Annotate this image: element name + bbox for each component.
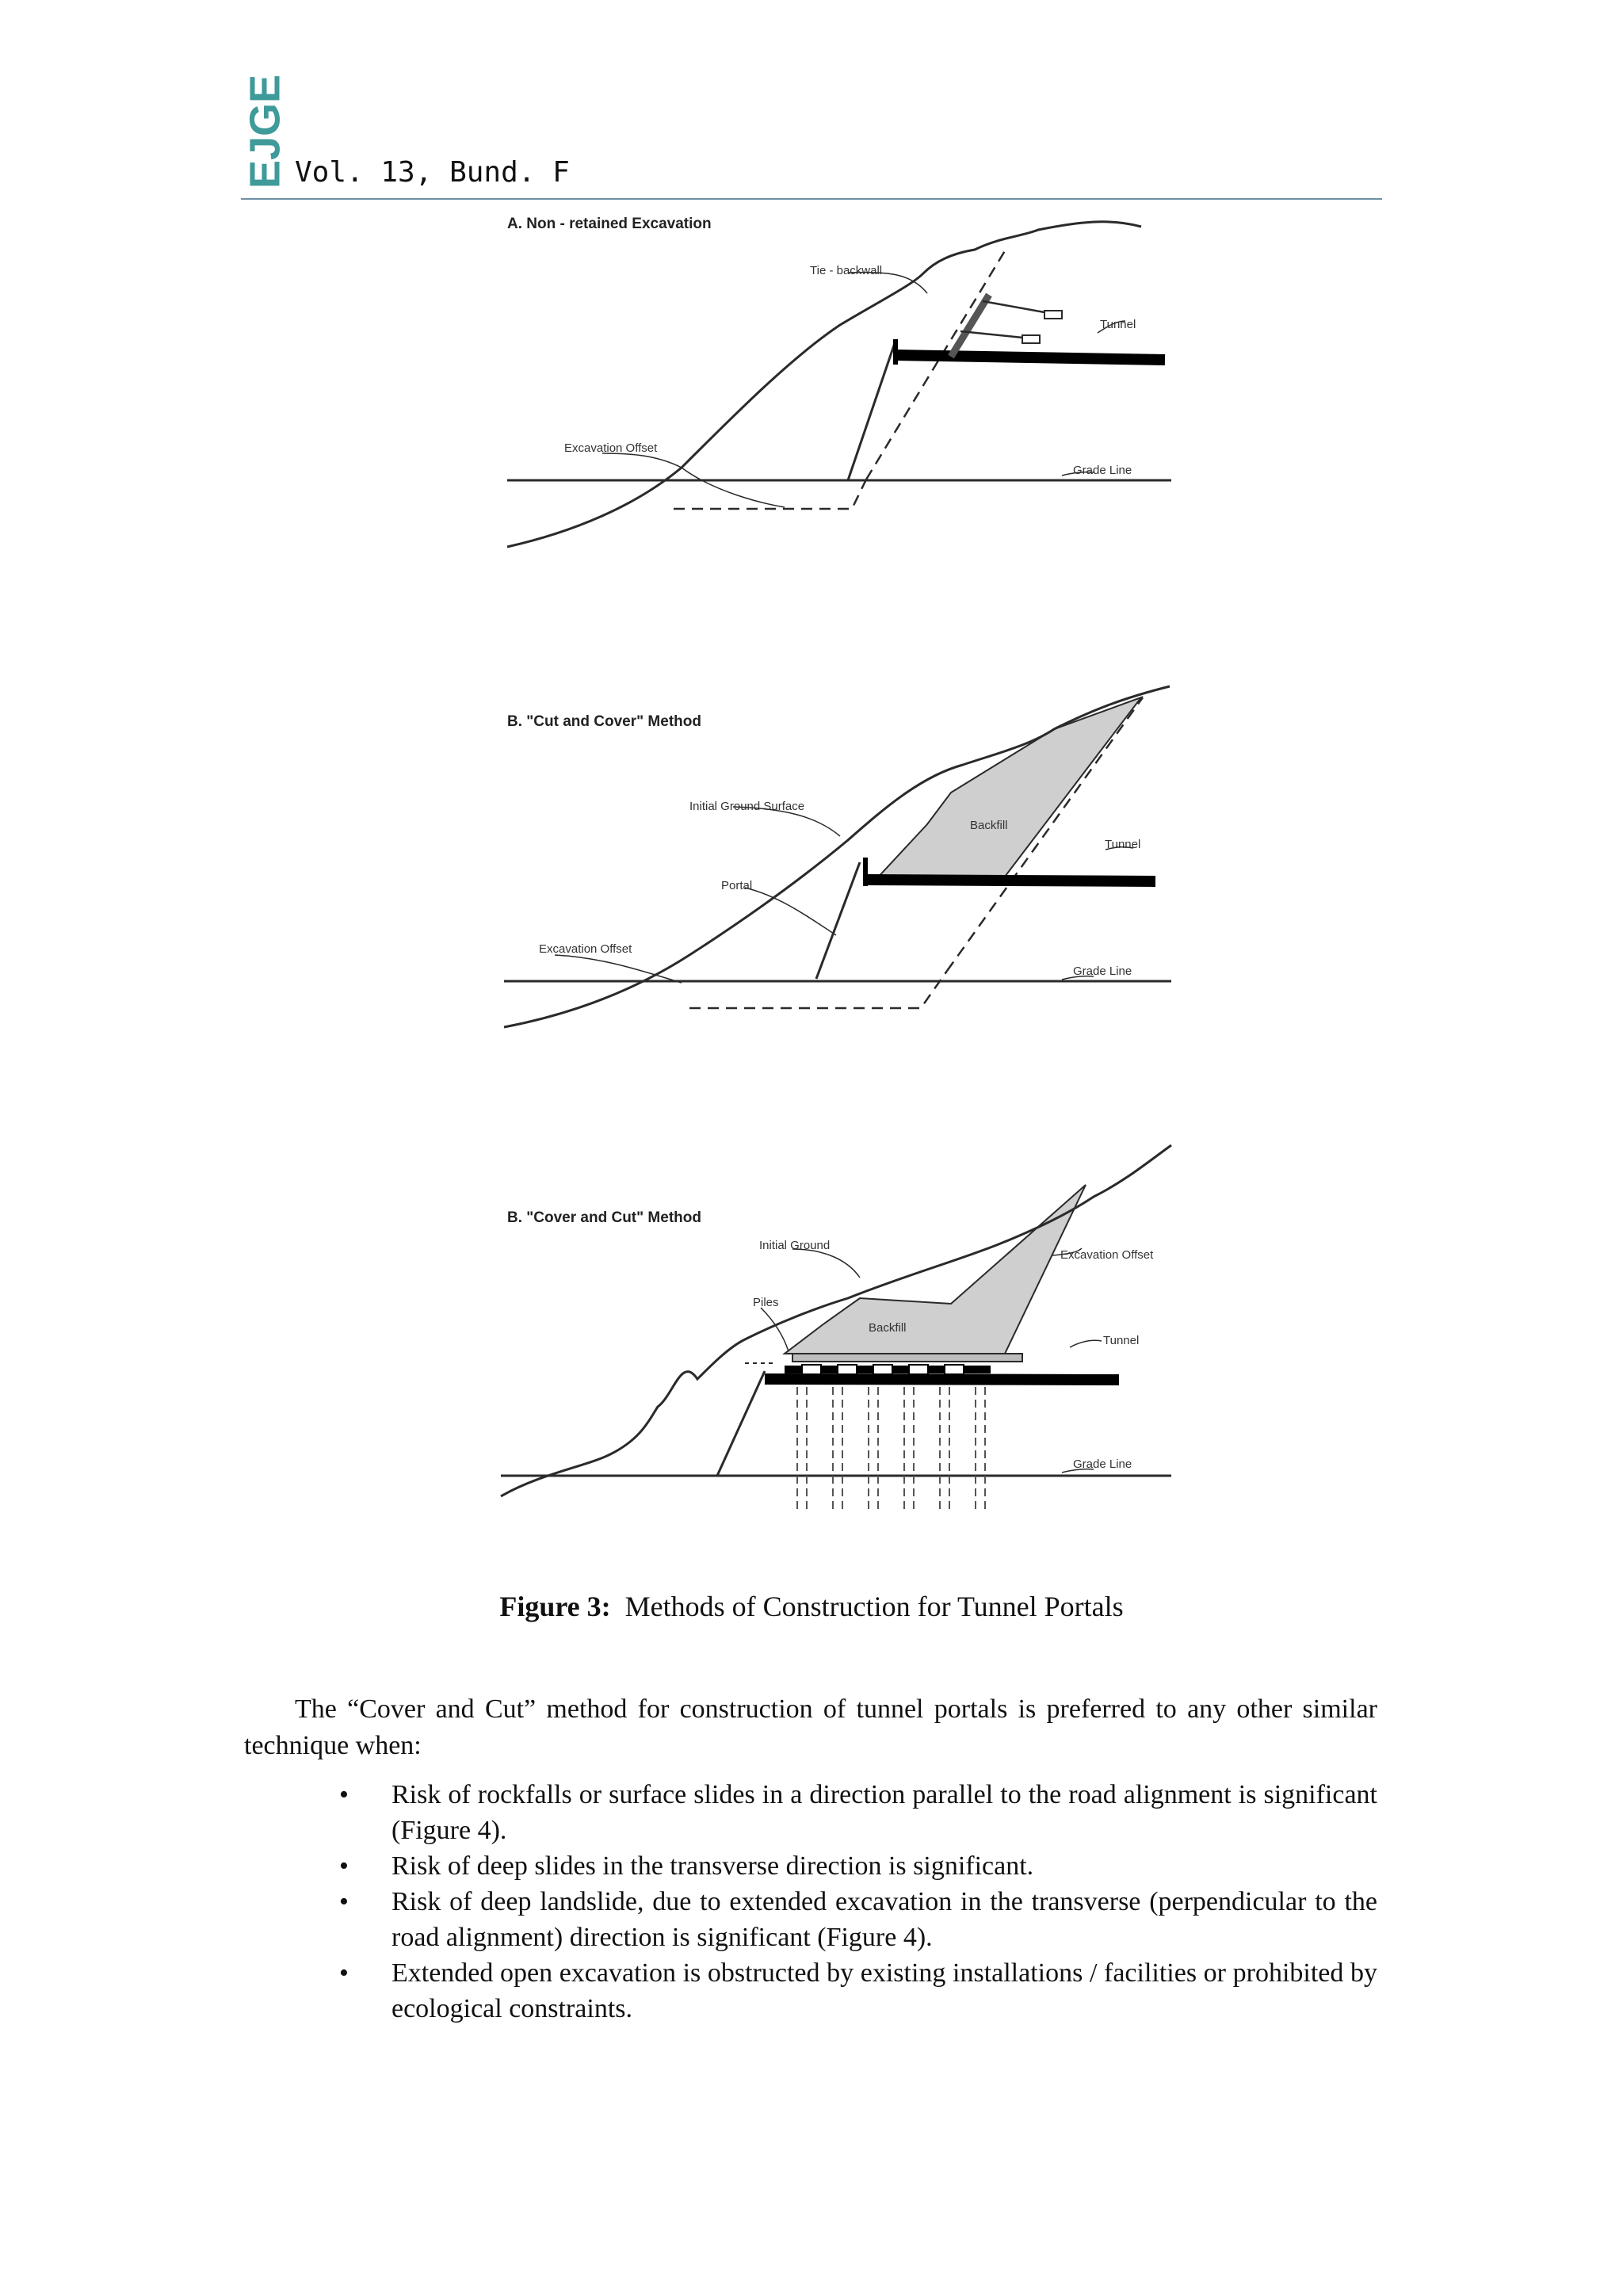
panel-b-label-grade-line: Grade Line: [1073, 965, 1132, 978]
panel-a-title: A. Non - retained Excavation: [507, 216, 712, 232]
panel-a-portal-wall: [848, 341, 896, 480]
criteria-list: [0, 1777, 1377, 2027]
panel-c-label-tunnel: Tunnel: [1103, 1334, 1140, 1347]
panel-b-label-portal: Portal: [721, 879, 753, 892]
list-item-text: Risk of deep slides in the transverse direction is significant.: [391, 1851, 1034, 1881]
panel-b-backfill: [876, 697, 1141, 880]
panel-c-piles: [797, 1387, 985, 1514]
panel-c-label-excavation-offset: Excavation Offset: [1060, 1248, 1154, 1262]
list-item: [339, 1884, 1377, 1955]
list-item: [339, 1848, 1377, 1884]
panel-c-backfill: [785, 1185, 1086, 1354]
bullet-icon: •: [339, 1958, 349, 1988]
body-paragraph: The “Cover and Cut” method for construction of tunnel portals is preferred to any other similar technique when:: [244, 1694, 1377, 1760]
panel-b-label-excavation-offset: Excavation Offset: [539, 942, 632, 956]
panel-c-title: B. "Cover and Cut" Method: [507, 1209, 701, 1226]
panel-a-label-excavation-offset: Excavation Offset: [564, 441, 658, 455]
panel-a-non-retained: [507, 216, 1171, 547]
panel-a-label-tunnel: Tunnel: [1100, 318, 1136, 331]
panel-c-label-initial-ground: Initial Ground: [759, 1239, 831, 1252]
panel-b-tunnel: [864, 880, 1155, 881]
panel-b-portal-wall: [816, 862, 860, 979]
figure-caption-text: Methods of Construction for Tunnel Portals: [624, 1591, 1124, 1622]
list-item: [339, 1777, 1377, 1848]
panel-c-label-backfill: Backfill: [869, 1321, 907, 1335]
bullet-icon: •: [339, 1780, 349, 1809]
bullet-icon: •: [339, 1851, 349, 1881]
panel-c-portal-wall: [717, 1371, 765, 1476]
panel-b-cut-and-cover: [504, 686, 1171, 1027]
panel-a-tunnel: [896, 355, 1165, 360]
list-item-text: Risk of deep landslide, due to extended excavation in the transverse (perpendicular to the road alignment) direction is significant (Figure 4).: [391, 1887, 1377, 1952]
panel-c-label-piles: Piles: [753, 1296, 779, 1309]
panel-b-label-initial-ground-surface: Initial Ground Surface: [689, 800, 805, 813]
journal-volume: Vol. 13, Bund. F: [295, 156, 570, 189]
logo-text: EJGE: [241, 74, 289, 189]
panel-c-pile-cap: [792, 1354, 1022, 1362]
figure-caption: [0, 1590, 1623, 1623]
panel-c-label-grade-line: Grade Line: [1073, 1457, 1132, 1471]
panel-c-cover-and-cut: [501, 1145, 1171, 1514]
bullet-icon: •: [339, 1887, 349, 1916]
panel-b-label-tunnel: Tunnel: [1105, 838, 1141, 851]
list-item-text: Extended open excavation is obstructed by existing installations / facilities or prohibited by ecological constraints.: [391, 1958, 1377, 2023]
panel-a-label-grade-line: Grade Line: [1073, 464, 1132, 477]
panel-a-label-tie-backwall: Tie - backwall: [810, 264, 883, 277]
list-item: [339, 1955, 1377, 2027]
panel-c-tunnel: [765, 1379, 1119, 1380]
figure-caption-label: Figure 3:: [499, 1591, 611, 1622]
list-item-text: Risk of rockfalls or surface slides in a direction parallel to the road alignment is significant (Figure 4).: [391, 1780, 1377, 1845]
panel-b-label-backfill: Backfill: [970, 819, 1008, 832]
panel-a-tie-backwall: [951, 295, 989, 357]
panel-b-title: B. "Cut and Cover" Method: [507, 713, 701, 730]
